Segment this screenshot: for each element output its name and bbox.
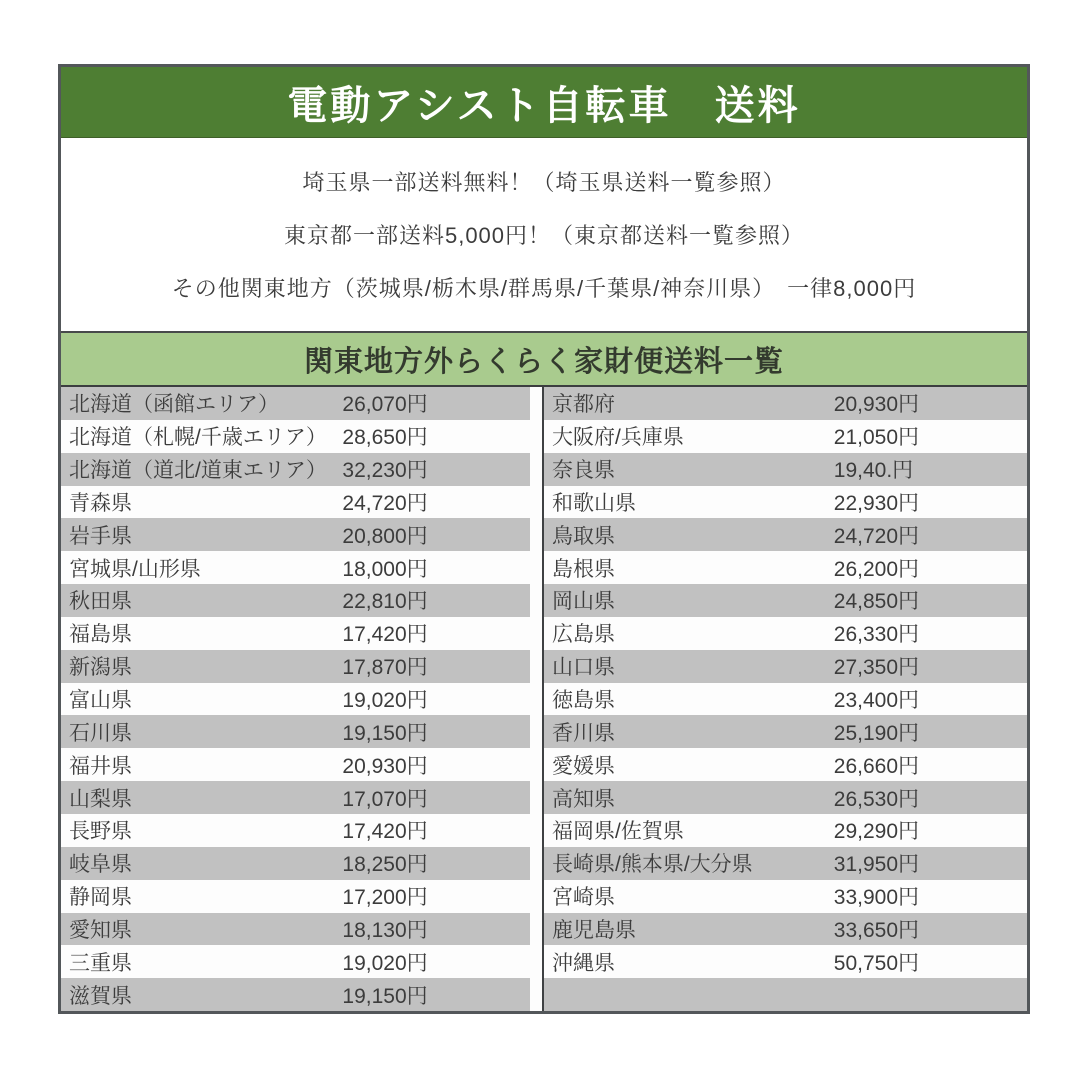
prefecture-name: 岩手県 <box>69 524 132 548</box>
prefecture-name: 秋田県 <box>69 590 132 614</box>
prefecture-name: 香川県 <box>552 721 615 745</box>
table-row <box>544 814 1027 847</box>
prefecture-name: 広島県 <box>552 623 615 647</box>
table-row <box>544 617 1027 650</box>
prefecture-name: 奈良県 <box>552 459 615 483</box>
prefecture-name: 長野県 <box>69 820 132 844</box>
shipping-fee-table <box>61 387 1027 1011</box>
table-row <box>544 420 1027 453</box>
prefecture-name: 山梨県 <box>69 787 132 811</box>
table-row <box>61 814 530 847</box>
shipping-fee: 19,020円 <box>342 951 428 975</box>
table-row <box>61 683 530 716</box>
shipping-fee: 24,850円 <box>833 590 920 614</box>
table-row <box>544 486 1027 519</box>
table-row <box>61 945 530 978</box>
prefecture-name: 福岡県/佐賀県 <box>552 820 684 844</box>
table-row <box>544 683 1027 716</box>
shipping-fee: 26,200円 <box>833 557 920 581</box>
shipping-fee: 22,810円 <box>342 590 428 614</box>
shipping-fee: 26,330円 <box>833 623 920 647</box>
table-row <box>544 945 1027 978</box>
shipping-fee: 17,070円 <box>342 787 428 811</box>
prefecture-name: 鹿児島県 <box>552 918 636 942</box>
shipping-info-sheet <box>58 64 1030 1014</box>
prefecture-name: 京都府 <box>552 393 615 417</box>
prefecture-name: 山口県 <box>552 656 615 680</box>
table-row <box>61 518 530 551</box>
prefecture-name: 福井県 <box>69 754 132 778</box>
shipping-fee: 26,660円 <box>833 754 920 778</box>
table-row <box>61 420 530 453</box>
table-row <box>61 617 530 650</box>
prefecture-name: 新潟県 <box>69 656 132 680</box>
prefecture-name: 北海道（道北/道東エリア） <box>69 459 327 483</box>
shipping-fee: 31,950円 <box>833 853 920 877</box>
shipping-fee: 32,230円 <box>342 459 428 483</box>
shipping-fee: 50,750円 <box>833 951 920 975</box>
shipping-note-line: その他関東地方（茨城県/栃木県/群馬県/千葉県/神奈川県） 一律8,000円 <box>171 276 917 301</box>
prefecture-name: 石川県 <box>69 721 132 745</box>
shipping-fee: 27,350円 <box>833 656 920 680</box>
prefecture-name: 島根県 <box>552 557 615 581</box>
prefecture-name: 青森県 <box>69 491 132 515</box>
prefecture-name: 北海道（札幌/千歳エリア） <box>69 426 327 450</box>
shipping-fee: 23,400円 <box>833 689 920 713</box>
table-row <box>61 781 530 814</box>
prefecture-name: 福島県 <box>69 623 132 647</box>
fee-table-column-right <box>544 387 1027 1011</box>
prefecture-name: 静岡県 <box>69 886 132 910</box>
table-row <box>544 978 1027 1011</box>
shipping-fee: 33,900円 <box>833 886 920 910</box>
shipping-fee: 24,720円 <box>342 491 428 515</box>
prefecture-name: 和歌山県 <box>552 491 636 515</box>
prefecture-name: 長崎県/熊本県/大分県 <box>552 853 753 877</box>
shipping-fee: 20,930円 <box>833 393 920 417</box>
prefecture-name: 徳島県 <box>552 689 615 713</box>
table-row <box>61 650 530 683</box>
shipping-fee: 19,020円 <box>342 689 428 713</box>
table-row <box>61 715 530 748</box>
prefecture-name: 大阪府/兵庫県 <box>552 426 684 450</box>
table-row <box>61 880 530 913</box>
fee-table-column-left <box>61 387 544 1011</box>
table-row <box>544 748 1027 781</box>
shipping-fee: 18,250円 <box>342 853 428 877</box>
shipping-note-line: 埼玉県一部送料無料！（埼玉県送料一覧参照） <box>302 170 786 195</box>
section-header-bar <box>61 331 1027 387</box>
section-title: 関東地方外らくらく家財便送料一覧 <box>303 345 784 378</box>
table-row <box>544 453 1027 486</box>
prefecture-name: 滋賀県 <box>69 984 132 1008</box>
shipping-fee: 28,650円 <box>342 426 428 450</box>
prefecture-name: 三重県 <box>69 951 132 975</box>
table-row <box>61 486 530 519</box>
table-row <box>544 880 1027 913</box>
table-row <box>544 781 1027 814</box>
table-row <box>544 847 1027 880</box>
shipping-fee: 19,150円 <box>342 984 428 1008</box>
shipping-fee: 18,130円 <box>342 918 428 942</box>
shipping-fee: 17,420円 <box>342 820 428 844</box>
prefecture-name: 沖縄県 <box>552 951 615 975</box>
shipping-fee: 33,650円 <box>833 918 920 942</box>
shipping-fee: 20,930円 <box>342 754 428 778</box>
shipping-note-line: 東京都一部送料5,000円！（東京都送料一覧参照） <box>283 223 805 248</box>
shipping-fee: 18,000円 <box>342 557 428 581</box>
table-row <box>544 650 1027 683</box>
prefecture-name: 鳥取県 <box>552 524 615 548</box>
shipping-fee: 17,870円 <box>342 656 428 680</box>
shipping-fee: 19,150円 <box>342 721 428 745</box>
shipping-fee: 17,200円 <box>342 886 428 910</box>
prefecture-name: 北海道（函館エリア） <box>69 393 279 417</box>
table-row <box>61 387 530 420</box>
table-row <box>61 453 530 486</box>
shipping-fee: 19,40.円 <box>833 459 914 483</box>
table-row <box>544 913 1027 946</box>
main-header-bar <box>61 67 1027 138</box>
shipping-fee: 29,290円 <box>833 820 920 844</box>
shipping-notes <box>61 138 1027 331</box>
table-row <box>61 748 530 781</box>
shipping-fee: 21,050円 <box>833 426 920 450</box>
table-row <box>61 913 530 946</box>
table-row <box>61 978 530 1011</box>
prefecture-name: 宮崎県 <box>552 886 615 910</box>
table-row <box>544 518 1027 551</box>
shipping-fee: 24,720円 <box>833 524 920 548</box>
prefecture-name: 愛媛県 <box>552 754 615 778</box>
prefecture-name: 岐阜県 <box>69 853 132 877</box>
table-row <box>544 584 1027 617</box>
shipping-fee: 22,930円 <box>833 491 920 515</box>
prefecture-name: 宮城県/山形県 <box>69 557 201 581</box>
prefecture-name: 高知県 <box>552 787 615 811</box>
shipping-fee: 25,190円 <box>833 721 920 745</box>
shipping-fee: 17,420円 <box>342 623 428 647</box>
prefecture-name: 岡山県 <box>552 590 615 614</box>
table-row <box>61 584 530 617</box>
shipping-fee: 26,070円 <box>342 393 428 417</box>
page-title: 電動アシスト自転車 送料 <box>287 83 801 128</box>
table-row <box>544 715 1027 748</box>
prefecture-name: 愛知県 <box>69 918 132 942</box>
table-row <box>61 551 530 584</box>
shipping-fee: 20,800円 <box>342 524 428 548</box>
table-row <box>544 387 1027 420</box>
table-row <box>544 551 1027 584</box>
table-row <box>61 847 530 880</box>
shipping-fee: 26,530円 <box>833 787 920 811</box>
prefecture-name: 富山県 <box>69 689 132 713</box>
